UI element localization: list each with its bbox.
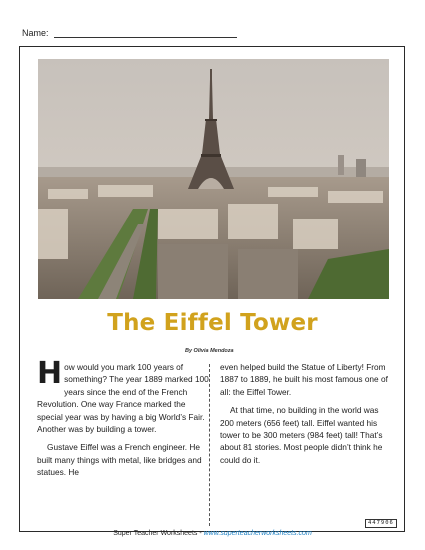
worksheet-code: 447906 — [365, 519, 397, 528]
eiffel-tower-photo — [38, 59, 389, 299]
article-title: The Eiffel Tower — [107, 310, 318, 336]
column-divider — [209, 364, 210, 526]
paragraph-3: even helped build the Statue of Liberty! From 1887 to 1889, he built his most famous one of all: the Eiffel Tower. — [220, 362, 388, 397]
article-column-right — [220, 361, 392, 472]
paragraph-2: Gustave Eiffel was a French engineer. He built many things with metal, like bridges and statues. He — [37, 442, 202, 478]
article-column-left — [37, 356, 209, 485]
footer — [0, 530, 425, 537]
footer-brand: Super Teacher Worksheets - — [113, 530, 204, 537]
name-field-row — [22, 28, 237, 38]
name-write-line — [54, 28, 237, 38]
drop-cap: H — [37, 356, 63, 391]
article-byline: By Olivia Mendoza — [185, 348, 234, 354]
footer-link[interactable]: www.superteacherworksheets.com — [203, 530, 312, 537]
paragraph-1 — [37, 356, 209, 435]
paragraph-4: At that time, no building in the world was 200 meters (656 feet) tall. Eiffel wanted his tower to be 300 meters (984 feet) tall! That’s about 81 stories. Most people didn’t think he could do it. — [220, 405, 383, 465]
name-label: Name: — [22, 28, 49, 38]
paragraph-1-text: ow would you mark 100 years of something? The year 1889 marked 100 years since the end of the French Revolution. One way France marked the special year was by having a big World’s Fair. Another was by building a tower. — [37, 362, 209, 435]
